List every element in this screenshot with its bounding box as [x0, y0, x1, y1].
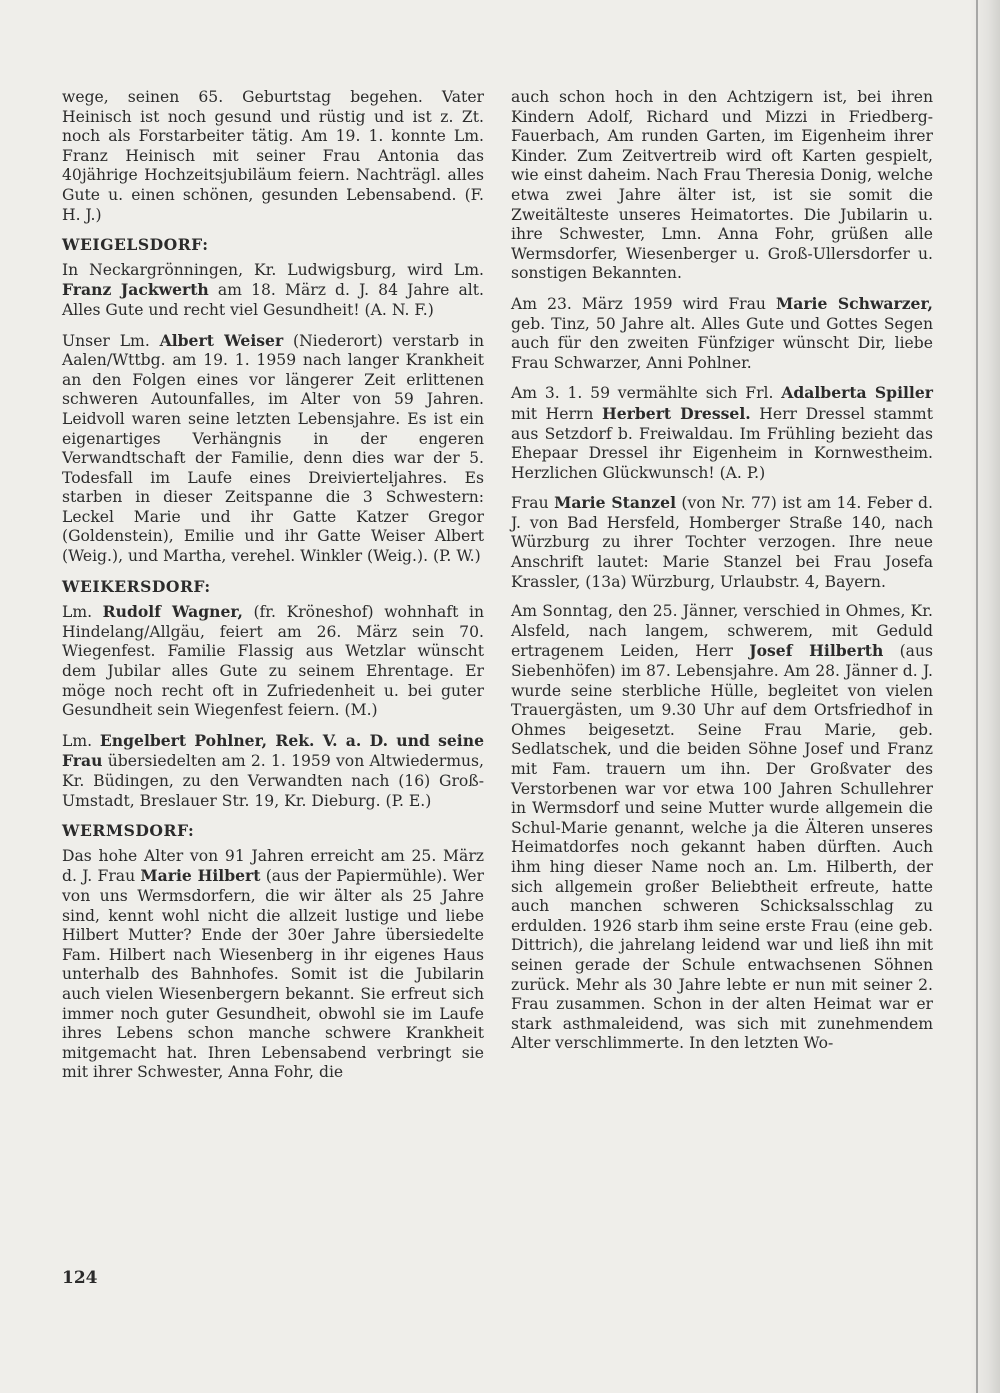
paragraph-hilberth: Am Sonntag, den 25. Jänner, verschied in Ohmes, Kr. Alsfeld, nach langem, schwerem, mit Geduld ertragenem Leiden, Herr Josef Hilberth (aus Siebenhöfen) im 87. Lebensjahre. Am 28. Jänner d. J. wurde seine sterbliche Hülle, begleitet von vielen Trauergästen, um 9.30 Uhr auf dem Ortsfriedhof in Ohmes beigesetzt. Seine Frau Marie, geb. Sedlatschek, und die beiden Söhne Josef und Franz mit Fam. trauern um ihn. Der Großvater des Verstorbenen war vor etwa 100 Jahren Schullehrer in Wermsdorf und seine Mutter wurde allgemein die Schul-Marie genannt, welche ja die Älteren unseres Heimatdorfes noch gekannt haben dürften. Auch ihm hing dieser Name noch an. Lm. Hilberth, der sich allgemein großer Beliebtheit erfreute, hatte auch manchen schweren Schicksalsschlag zu erdulden. 1926 starb ihm seine erste Frau (eine geb. Dittrich), die jahrelang leidend war und ließ ihn mit seinen gerade der Schule entwachsenen Söhnen zurück. Mehr als 30 Jahre lebte er nun mit seiner 2. Frau zusammen. Schon in der alten Heimat war er stark asthmaleidend, was sich mit zunehmendem Alter verschlimmerte. In den letzten Wo- [511, 602, 934, 1053]
left-column [62, 88, 484, 1093]
paragraph-hilbert: Das hohe Alter von 91 Jahren erreicht am 25. März d. J. Frau Marie Hilbert (aus der Papiermühle). Wer von uns Wermsdorfern, die wir älter als 25 Jahre sind, kennt wohl nicht die allzeit lustige und liebe Hilbert Mutter? Ende der 30er Jahre übersiedelte Fam. Hilbert nach Wiesenberg in ihr eigenes Haus unterhalb des Bahnhofes. Somit ist die Jubilarin auch vielen Wiesenbergern bekannt. Sie erfreut sich immer noch guter Gesundheit, obwohl sie im Laufe ihres Lebens schon manche schwere Krankheit mitgemacht hat. Ihren Lebensabend verbringt sie mit ihrer Schwester, Anna Fohr, die [62, 846, 484, 1082]
page-number: 124 [62, 1268, 98, 1288]
paragraph-hilbert-continued: auch schon hoch in den Achtzigern ist, bei ihren Kindern Adolf, Richard und Mizzi in Friedberg-Fauerbach, Am runden Garten, im Eigenheim ihrer Kinder. Zum Zeitvertreib wird oft Karten gespielt, wie einst daheim. Nach Frau Theresia Donig, welche etwa zwei Jahre älter ist, ist sie somit die Zweitälteste unseres Heimatortes. Die Jubilarin u. ihre Schwester, Lmn. Anna Fohr, grüßen alle Wermsdorfer, Wiesenberger u. Groß-Ullersdorfer u. sonstigen Bekannten. [511, 88, 933, 283]
heading-weigelsdorf: WEIGELSDORF: [62, 235, 209, 255]
paragraph-jackwerth: In Neckargrönningen, Kr. Ludwigsburg, wird Lm. Franz Jackwerth am 18. März d. J. 84 Jahre alt. Alles Gute und recht viel Gesundheit! (A. N. F.) [62, 260, 485, 319]
paragraph-schwarzer: Am 23. März 1959 wird Frau Marie Schwarzer, geb. Tinz, 50 Jahre alt. Alles Gute und Gottes Segen auch für den zweiten Fünfziger wünscht Dir, liebe Frau Schwarzer, Anni Pohlner. [511, 293, 933, 372]
heading-weikersdorf: WEIKERSDORF: [62, 576, 211, 596]
page-edge-shadow [970, 0, 1000, 1393]
heading-wermsdorf: WERMSDORF: [62, 821, 195, 841]
paragraph-wagner: Lm. Rudolf Wagner, (fr. Kröneshof) wohnhaft in Hindelang/Allgäu, feiert am 26. März sein 70. Wiegenfest. Familie Flassig aus Wetzlar wünscht dem Jubilar alles Gute zu seinem Ehrentage. Er möge noch recht oft in Zufriedenheit u. bei guter Gesundheit sein Wiegenfest feiern. (M.) [62, 602, 484, 720]
paragraph-stanzel: Frau Marie Stanzel (von Nr. 77) ist am 14. Feber d. J. von Bad Hersfeld, Homberger Straße 140, nach Würzburg zu ihrer Tochter verzogen. Ihre neue Anschrift lautet: Marie Stanzel bei Frau Josefa Krassler, (13a) Würzburg, Urlaubstr. 4, Bayern. [511, 493, 933, 591]
paragraph-pohlner: Lm. Engelbert Pohlner, Rek. V. a. D. und seine Frau übersiedelten am 2. 1. 1959 von Altwiedermus, Kr. Büdingen, zu den Verwandten nach (16) Groß-Umstadt, Breslauer Str. 19, Kr. Dieburg. (P. E.) [62, 730, 484, 810]
paragraph-dressel: Am 3. 1. 59 vermählte sich Frl. Adalberta Spiller mit Herrn Herbert Dressel. Herr Dressel stammt aus Setzdorf b. Freiwaldau. Im Frühling bezieht das Ehepaar Dressel ihr Eigenheim in Kornwestheim. Herzlichen Glückwunsch! (A. P.) [511, 383, 933, 482]
right-column [511, 88, 933, 1064]
paragraph-heinisch: wege, seinen 65. Geburtstag begehen. Vater Heinisch ist noch gesund und rüstig und ist z. Zt. noch als Forstarbeiter tätig. Am 19. 1. konnte Lm. Franz Heinisch mit seiner Frau Antonia das 40jährige Hochzeitsjubiläum feiern. Nachträgl. alles Gute u. einen schönen, gesunden Lebensabend. (F. H. J.) [62, 88, 484, 224]
paragraph-weiser: Unser Lm. Albert Weiser (Niederort) verstarb in Aalen/Wttbg. am 19. 1. 1959 nach langer Krankheit an den Folgen eines vor längerer Zeit erlittenen schweren Autounfalles, im Alter von 59 Jahren. Leidvoll waren seine letzten Lebensjahre. Es ist ein eigenartiges Verhängnis in der engeren Verwandtschaft der Familie, denn dies war der 5. Todesfall im Laufe eines Dreivierteljahres. Es starben in dieser Zeitspanne die 3 Schwestern: Leckel Marie und ihr Gatte Katzer Gregor (Goldenstein), Emilie und ihr Gatte Weiser Albert (Weig.), und Martha, verehel. Winkler (Weig.). (P. W.) [62, 330, 485, 566]
page-edge-line [976, 0, 978, 1393]
